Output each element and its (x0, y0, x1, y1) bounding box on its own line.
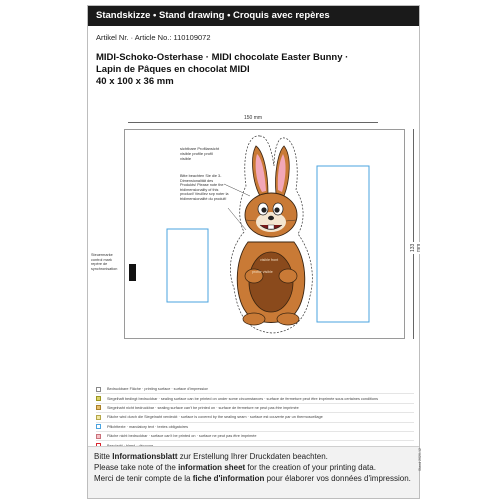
legend-swatch (96, 396, 101, 401)
header-bar: Standskizze • Stand drawing • Croquis avec repères (88, 6, 419, 26)
footer-line-de (94, 451, 419, 462)
footer-text: zur Erstellung Ihrer Druckdaten beachten. (177, 452, 328, 461)
footer-text: pour élaborer vos données d'impression. (264, 474, 411, 483)
stand-date: Stand 2020-12 (418, 448, 422, 471)
footer-line-fr (94, 473, 419, 484)
profile-annotation: sichtbare Profilansicht visible profile profil visible (180, 146, 220, 161)
legend-row (96, 404, 414, 413)
product-title-line: MIDI-Schoko-Osterhase · MIDI chocolate Easter Bunny · (96, 52, 349, 63)
footer-line-en (94, 462, 419, 473)
control-mark-label: Steuermarke control mark repère de synchronisation (91, 253, 118, 271)
legend-text: Siegelhaft bedingt bedruckbar · sealing surface can be printed on under some circumstances · surface de fermeture peut être imprimée sous certaines conditions (107, 396, 378, 401)
footer-bold: Informationsblatt (112, 452, 178, 461)
footer-text: Merci de tenir compte de la (94, 474, 193, 483)
legend-row (96, 432, 414, 441)
legend-text: Siegelnaht nicht bedruckbar · sealing surface can't be printed on · surface de fermeture ne peut pas être imprimée (107, 405, 299, 410)
legend-text: Pflichttexte · mandatory text · textes obligatoires (107, 424, 189, 429)
legend-row (96, 385, 414, 394)
footer-text: Please take note of the (94, 463, 179, 472)
legend (96, 385, 414, 451)
legend-text: Bedruckbare Fläche · printing surface · surface d'impression (107, 387, 209, 392)
legend-swatch (96, 434, 101, 439)
legend-swatch (96, 405, 101, 410)
mandatory-text-area-left (167, 229, 208, 302)
product-title-line: Lapin de Pâques en chocolat MIDI (96, 64, 250, 75)
stand-drawing-sheet (87, 5, 420, 499)
product-size: 40 x 100 x 36 mm (96, 76, 174, 87)
visible-front-label: visible front (260, 258, 279, 262)
legend-row (96, 413, 414, 422)
tridimensional-note: Bitte beachten Sie die 3-Dimensionalität des Produkts! Please note the tridimensionality of this product! Veuillez svp noter la tridimensionalité du produit! (180, 174, 229, 201)
footer-text: Bitte (94, 452, 113, 461)
bunny-nose (268, 216, 274, 220)
legend-row (96, 423, 414, 432)
info-footer (88, 446, 419, 498)
width-label: 150 mm (243, 115, 263, 121)
height-label: 133 mm (410, 243, 422, 252)
legend-swatch (96, 415, 101, 420)
article-number: Artikel Nr. · Article No.: 110109072 (96, 33, 211, 42)
footer-bold: information sheet (178, 463, 246, 472)
footer-bold: fiche d'information (192, 474, 265, 483)
legend-swatch (96, 424, 101, 429)
legend-text: Fläche wird durch die Siegelnaht verdeckt · surface is covered by the sealing seam · surface est couverte par un thermoscellage (107, 415, 323, 420)
mandatory-text-area-right (317, 166, 369, 322)
legend-swatch (96, 387, 101, 392)
footer-text: for the creation of your printing data. (245, 463, 376, 472)
legend-row (96, 394, 414, 403)
legend-text: Fläche nicht bedruckbar · surface can't be printed on · surface ne peut pas être imprimée (107, 434, 257, 439)
profile-visible-label: profile visible (252, 270, 273, 274)
